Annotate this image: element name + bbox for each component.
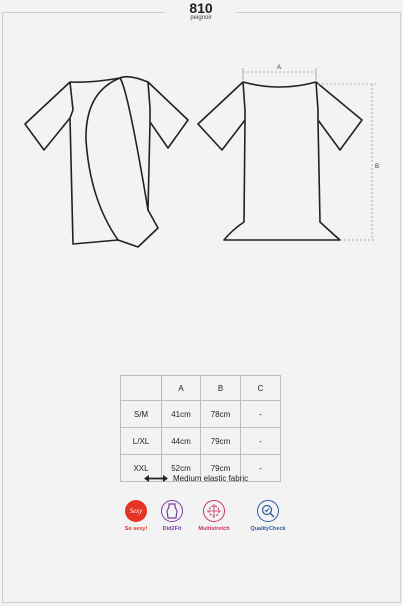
table-cell: 79cm: [201, 455, 241, 482]
model-number: 810: [189, 0, 213, 16]
dimension-b-label: B: [375, 164, 380, 170]
table-row: [121, 401, 281, 428]
fabric-note: Medium elastic fabric: [173, 474, 249, 483]
size-label: S/M: [121, 401, 162, 428]
qualitycheck-icon: [257, 500, 279, 522]
table-cell: -: [241, 428, 281, 455]
table-header-cell: [121, 376, 162, 401]
size-label: L/XL: [121, 428, 162, 455]
table-cell: 44cm: [162, 428, 201, 455]
feature-multistretch: [184, 500, 244, 532]
dimension-a-label: A: [277, 65, 282, 71]
garment-diagrams: [0, 0, 403, 300]
feature-label: So sexy!: [124, 526, 148, 532]
feature-quality-check: [238, 500, 298, 532]
table-header-cell: C: [241, 376, 281, 401]
product-type: peignoir: [190, 15, 212, 21]
table-cell: 78cm: [201, 401, 241, 428]
feature-label: Did2Fit: [162, 526, 182, 532]
sexy-icon: Sexy: [125, 500, 147, 522]
table-row: [121, 428, 281, 455]
table-cell: 52cm: [162, 455, 201, 482]
table-header-cell: A: [162, 376, 201, 401]
front-view-sketch: [25, 77, 188, 247]
multistretch-icon: [203, 500, 225, 522]
table-cell: 79cm: [201, 428, 241, 455]
feature-label: QualityCheck: [250, 526, 286, 532]
table-header-row: [121, 376, 281, 401]
did2fit-icon: [161, 500, 183, 522]
table-cell: 41cm: [162, 401, 201, 428]
stretch-arrows-icon: [144, 474, 168, 483]
feature-label: Multistretch: [198, 526, 230, 532]
table-header-cell: B: [201, 376, 241, 401]
back-view-sketch: [198, 82, 362, 240]
table-cell: -: [241, 401, 281, 428]
size-table: [120, 375, 281, 482]
table-cell: -: [241, 455, 281, 482]
size-label: XXL: [121, 455, 162, 482]
